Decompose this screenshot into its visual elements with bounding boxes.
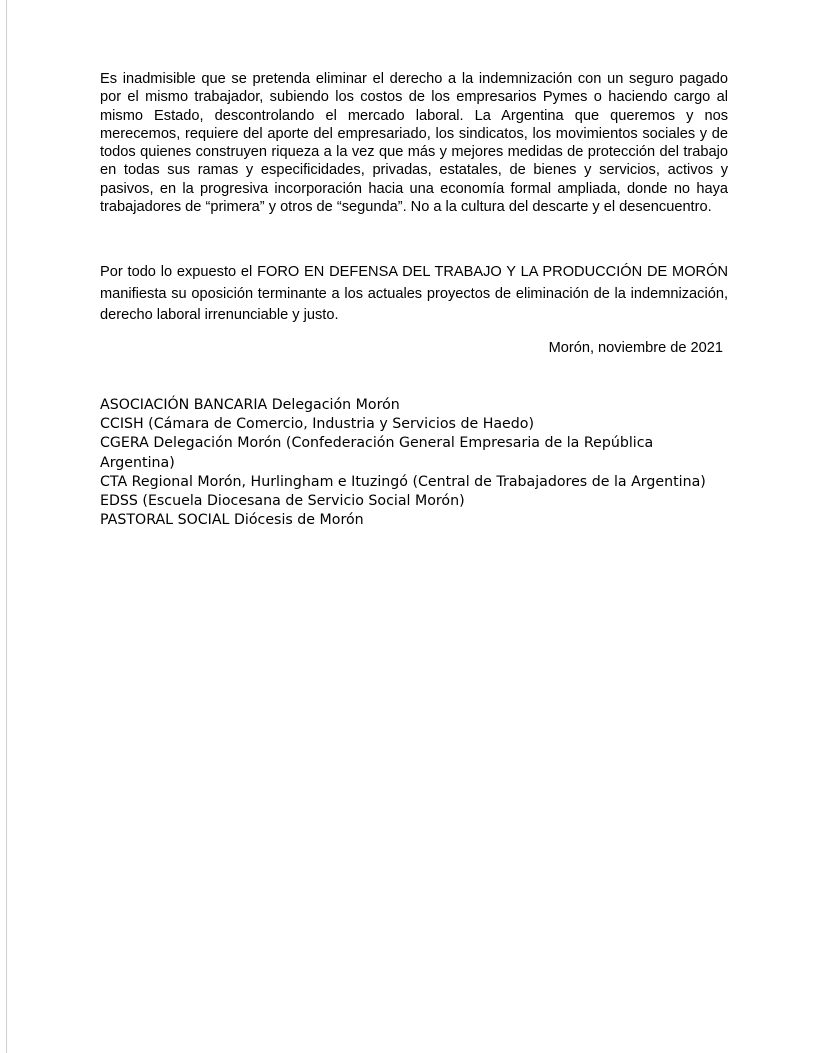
- signatory-pastoral-social: PASTORAL SOCIAL Diócesis de Morón: [100, 512, 364, 529]
- paragraph-conclusion: Por todo lo expuesto el FORO EN DEFENSA DEL TRABAJO Y LA PRODUCCIÓN DE MORÓN manifiesta su oposición terminante a los actuales proyectos de eliminación de la indemnización, derecho laboral irrenunciable y justo.: [100, 264, 728, 323]
- signatories-list: [100, 396, 710, 530]
- signatory-edss: EDSS (Escuela Diocesana de Servicio Social Morón): [100, 493, 465, 510]
- signatory-cta: CTA Regional Morón, Hurlingham e Ituzingó (Central de Trabajadores de la Argentina): [100, 473, 706, 490]
- signatory-asociacion-bancaria: ASOCIACIÓN BANCARIA Delegación Morón: [100, 397, 400, 413]
- page-edge-line: [6, 0, 7, 1053]
- place-date: Morón, noviembre de 2021: [548, 340, 723, 356]
- signatory-cgera: CGERA Delegación Morón (Confederación General Empresaria de la República Argentina): [100, 435, 654, 471]
- signatory-ccish: CCISH (Cámara de Comercio, Industria y Servicios de Haedo): [100, 416, 535, 433]
- paragraph-indemnizacion: Es inadmisible que se pretenda eliminar el derecho a la indemnización con un seguro pagado por el mismo trabajador, subiendo los costos de los empresarios Pymes o haciendo cargo al mismo Estado, descontrolando el mercado laboral. La Argentina que queremos y nos merecemos, requiere del aporte del empresariado, los sindicatos, los movimientos sociales y de todos quienes construyen riqueza a la vez que más y mejores medidas de protección del trabajo en todas sus ramas y especificidades, privadas, estatales, de bienes y servicios, activos y pasivos, en la progresiva incorporación hacia una economía formal ampliada, donde no haya trabajadores de “primera” y otros de “segunda”. No a la cultura del descarte y el desencuentro.: [100, 71, 728, 216]
